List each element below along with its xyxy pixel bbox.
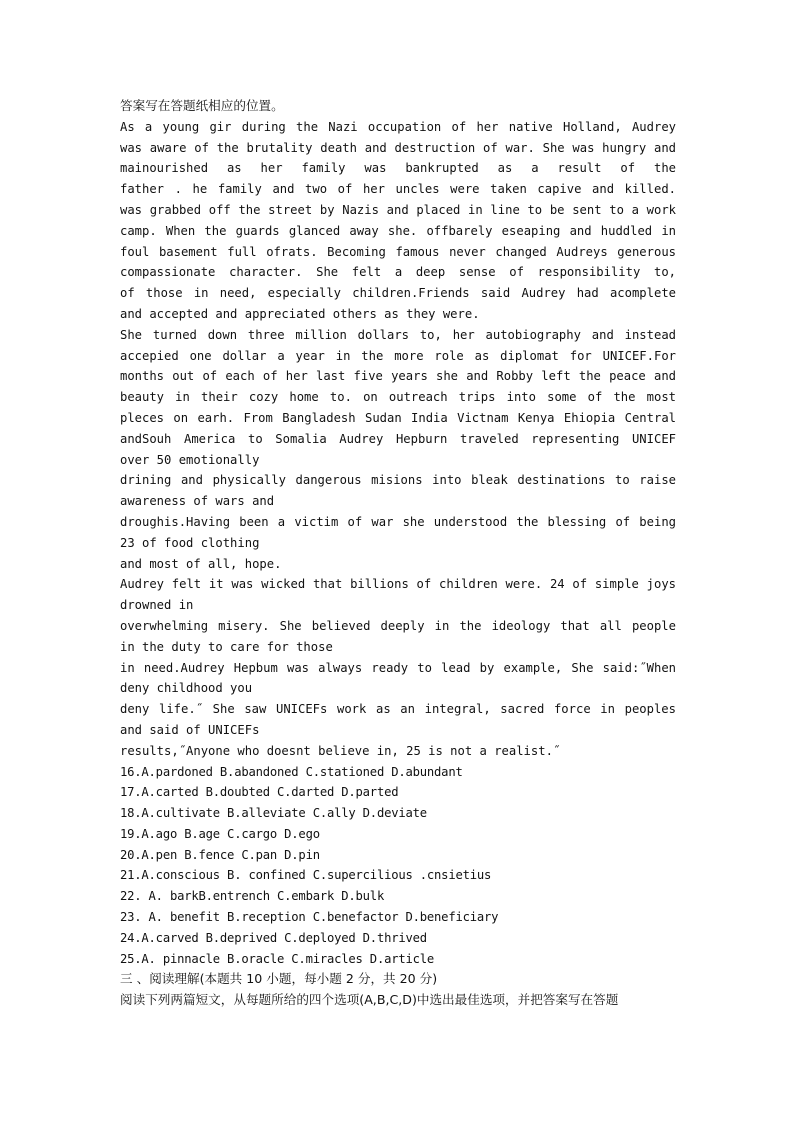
document-page bbox=[120, 96, 676, 1011]
passage-line: over 50 emotionally bbox=[120, 452, 260, 467]
passage-line: accepied one dollar a year in the more role as diplomat for UNICEF.For bbox=[120, 348, 676, 363]
passage-line: was grabbed off the street by Nazis and placed in line to be sent to a work bbox=[120, 202, 676, 217]
passage-line: andSouh America to Somalia Audrey Hepburn traveled representing UNICEF bbox=[120, 431, 676, 446]
question-options: 22. A. barkB.entrench C.embark D.bulk bbox=[120, 889, 385, 904]
passage-line: and accepted and appreciated others as they were. bbox=[120, 306, 480, 321]
options-list bbox=[120, 762, 676, 970]
question-options: 24.A.carved B.deprived C.deployed D.thrived bbox=[120, 930, 427, 945]
passage-line: As a young gir during the Nazi occupation of her native Holland, Audrey bbox=[120, 119, 676, 134]
passage-line: She turned down three million dollars to, her autobiography and instead bbox=[120, 327, 676, 342]
header-line: 答案写在答题纸相应的位置。 bbox=[120, 98, 284, 113]
question-options: 18.A.cultivate B.alleviate C.ally D.deviate bbox=[120, 806, 427, 821]
instruction-line: 阅读下列两篇短文，从每题所给的四个选项(A,B,C,D)中选出最佳选项，并把答案写在答题 bbox=[120, 992, 619, 1008]
passage-line: awareness of wars and bbox=[120, 494, 275, 509]
question-options: 17.A.carted B.doubted C.darted D.parted bbox=[120, 785, 399, 800]
passage-line: camp. When the guards glanced away she. offbarely eseaping and huddled in bbox=[120, 223, 676, 238]
question-options: 20.A.pen B.fence C.pan D.pin bbox=[120, 847, 320, 862]
question-options: 16.A.pardoned B.abandoned C.stationed D.abundant bbox=[120, 764, 463, 779]
passage-line: was aware of the brutality death and destruction of war. She was hungry and bbox=[120, 140, 676, 155]
passage-line: beauty in their cozy home to. on outreach trips into some of the most bbox=[120, 390, 676, 405]
passage-line: overwhelming misery. She believed deeply in the ideology that all people bbox=[120, 618, 676, 633]
passage-line: foul basement full ofrats. Becoming famous never changed Audreys generous bbox=[120, 244, 676, 259]
passage-line: Audrey felt it was wicked that billions of children were. 24 of simple joys bbox=[120, 577, 676, 592]
passage-line: results,˝Anyone who doesnt believe in, 25 is not a realist.˝ bbox=[120, 743, 561, 758]
passage-line: months out of each of her last five years she and Robby left the peace and bbox=[120, 369, 676, 384]
passage bbox=[120, 117, 676, 762]
passage-line: in the duty to care for those bbox=[120, 639, 333, 654]
passage-line: deny childhood you bbox=[120, 681, 253, 696]
passage-line: drining and physically dangerous misions into bleak destinations to raise bbox=[120, 473, 676, 488]
passage-line: drowned in bbox=[120, 598, 194, 613]
question-options: 23. A. benefit B.reception C.benefactor D.beneficiary bbox=[120, 910, 499, 925]
passage-line: deny life.˝ She saw UNICEFs work as an integral, sacred force in peoples bbox=[120, 702, 676, 717]
question-options: 21.A.conscious B. confined C.supercilious .cnsietius bbox=[120, 868, 492, 883]
passage-line: 23 of food clothing bbox=[120, 535, 260, 550]
passage-line: of those in need, especially children.Friends said Audrey had acomplete bbox=[120, 286, 676, 301]
passage-line: mainourished as her family was bankrupted as a result of the bbox=[120, 161, 676, 176]
passage-line: droughis.Having been a victim of war she understood the blessing of being bbox=[120, 514, 676, 529]
passage-line: in need.Audrey Hepbum was always ready to lead by example, She said:˝When bbox=[120, 660, 676, 675]
question-options: 19.A.ago B.age C.cargo D.ego bbox=[120, 826, 320, 841]
passage-line: and said of UNICEFs bbox=[120, 722, 260, 737]
passage-line: father . he family and two of her uncles were taken capive and killed. bbox=[120, 182, 676, 197]
section-heading: 三 、阅读理解(本题共 10 小题，每小题 2 分，共 20 分) bbox=[120, 971, 438, 987]
question-options: 25.A. pinnacle B.oracle C.miracles D.article bbox=[120, 951, 435, 966]
passage-line: pleces on earh. From Bangladesh Sudan India Victnam Kenya Ehiopia Central bbox=[120, 410, 676, 425]
passage-line: compassionate character. She felt a deep sense of responsibility to, bbox=[120, 265, 676, 280]
passage-line: and most of all, hope. bbox=[120, 556, 282, 571]
